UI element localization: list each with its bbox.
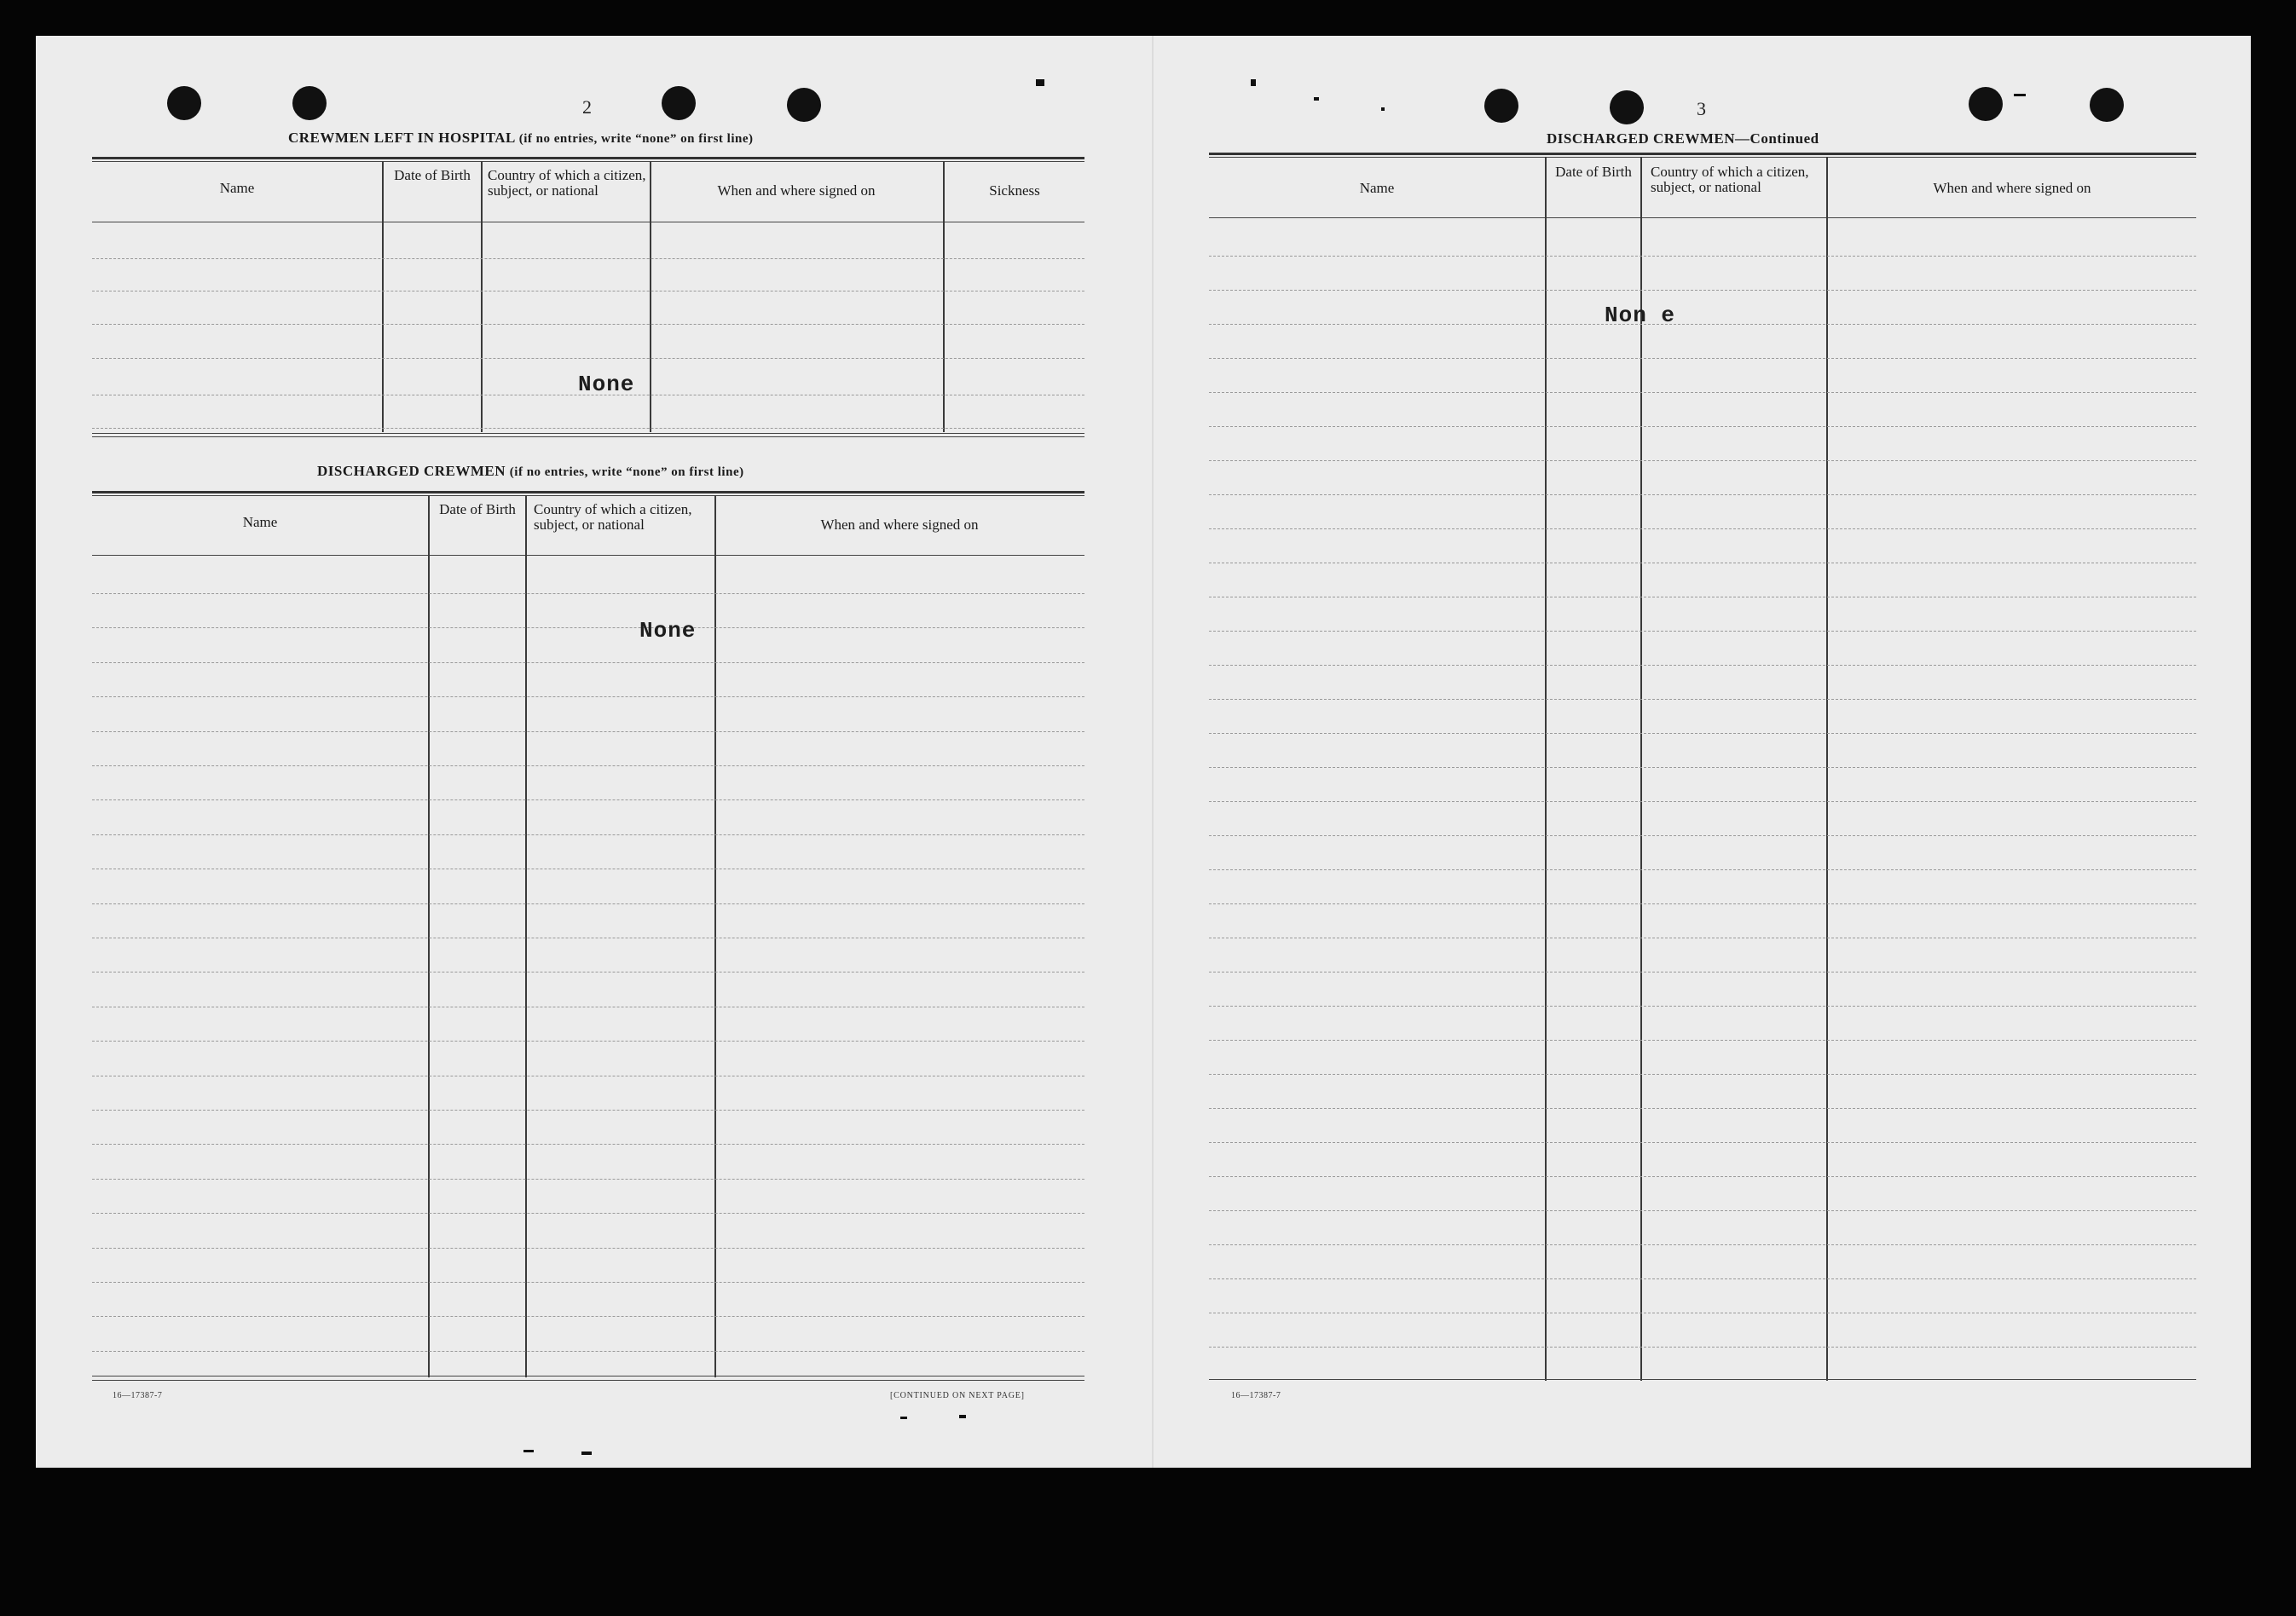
entry-row-line bbox=[92, 799, 1084, 800]
punch-hole bbox=[1484, 89, 1518, 123]
entry-row-line bbox=[1209, 324, 2196, 325]
col-header-country: Country of which a citizen, subject, or national bbox=[488, 167, 646, 199]
scan-speck bbox=[1314, 97, 1319, 101]
column-divider bbox=[382, 161, 384, 432]
table-top-rule bbox=[1209, 153, 2196, 155]
entry-row-line bbox=[1209, 528, 2196, 529]
hospital-title-text: CREWMEN LEFT IN HOSPITAL bbox=[288, 130, 515, 146]
entry-row-line bbox=[92, 765, 1084, 766]
header-rule bbox=[92, 555, 1084, 556]
entry-row-line bbox=[92, 696, 1084, 697]
entry-row-line bbox=[92, 1041, 1084, 1042]
table-top-rule bbox=[92, 161, 1084, 162]
scan-speck bbox=[2014, 94, 2026, 96]
entry-row-line bbox=[92, 1316, 1084, 1317]
form-number: 16—17387-7 bbox=[113, 1391, 163, 1400]
header-rule bbox=[1209, 217, 2196, 218]
entry-row-line bbox=[92, 662, 1084, 663]
col-header-country: Country of which a citizen, subject, or national bbox=[1651, 164, 1809, 195]
col-header-name: Name bbox=[242, 514, 278, 530]
column-divider bbox=[1640, 157, 1642, 1381]
col-header-dob: Date of Birth bbox=[1555, 164, 1632, 180]
entry-row-line bbox=[92, 1179, 1084, 1180]
table-top-rule bbox=[92, 495, 1084, 496]
entry-row-line bbox=[92, 1144, 1084, 1145]
entry-row-line bbox=[92, 731, 1084, 732]
entry-row-line bbox=[1209, 1006, 2196, 1007]
entry-row-line bbox=[92, 834, 1084, 835]
column-divider bbox=[481, 161, 483, 432]
table-top-rule bbox=[92, 157, 1084, 159]
col-header-signed: When and where signed on bbox=[717, 182, 876, 199]
scan-speck bbox=[1381, 107, 1385, 111]
entry-row-line bbox=[92, 1110, 1084, 1111]
col-header-name: Name bbox=[1359, 180, 1395, 196]
entry-row-line bbox=[1209, 460, 2196, 461]
entry-row-line bbox=[92, 358, 1084, 359]
scan-speck bbox=[581, 1452, 592, 1455]
entry-row-line bbox=[1209, 1244, 2196, 1245]
entry-row-line bbox=[92, 627, 1084, 628]
col-header-signed: When and where signed on bbox=[1933, 180, 2091, 196]
discharged-entry-none: None bbox=[639, 618, 697, 644]
continued-note: [CONTINUED ON NEXT PAGE] bbox=[890, 1391, 1025, 1400]
form-number: 16—17387-7 bbox=[1231, 1391, 1281, 1400]
entry-row-line bbox=[1209, 426, 2196, 427]
entry-row-line bbox=[92, 903, 1084, 904]
entry-row-line bbox=[1209, 835, 2196, 836]
punch-hole bbox=[1969, 87, 2003, 121]
entry-row-line bbox=[1209, 631, 2196, 632]
entry-row-line bbox=[1209, 1210, 2196, 1211]
col-header-dob: Date of Birth bbox=[394, 167, 471, 183]
col-header-sickness: Sickness bbox=[989, 182, 1040, 199]
column-divider bbox=[1826, 157, 1828, 1381]
entry-row-line bbox=[92, 1248, 1084, 1249]
discharged-title-text: DISCHARGED CREWMEN bbox=[317, 463, 506, 479]
entry-row-line bbox=[1209, 801, 2196, 802]
table-bottom-rule bbox=[92, 436, 1084, 437]
col-header-dob: Date of Birth bbox=[439, 501, 516, 517]
hospital-title-note: (if no entries, write “none” on first line) bbox=[518, 132, 754, 146]
entry-row-line bbox=[1209, 290, 2196, 291]
table-top-rule bbox=[92, 491, 1084, 493]
entry-row-line bbox=[1209, 665, 2196, 666]
entry-row-line bbox=[1209, 1108, 2196, 1109]
discharged-title-note: (if no entries, write “none” on first line) bbox=[509, 465, 744, 479]
entry-row-line bbox=[1209, 903, 2196, 904]
entry-row-line bbox=[92, 1213, 1084, 1214]
table-bottom-rule bbox=[92, 1380, 1084, 1381]
scan-speck bbox=[1036, 79, 1044, 86]
col-header-name: Name bbox=[219, 180, 255, 196]
entry-row-line bbox=[92, 324, 1084, 325]
entry-row-line bbox=[1209, 358, 2196, 359]
entry-row-line bbox=[1209, 1142, 2196, 1143]
scan-speck bbox=[900, 1417, 907, 1419]
punch-hole bbox=[2090, 88, 2124, 122]
hospital-section-title bbox=[288, 130, 754, 147]
table-bottom-rule bbox=[1209, 1379, 2196, 1380]
punch-hole bbox=[1610, 90, 1644, 124]
discharged-section-title bbox=[317, 463, 744, 480]
entry-row-line bbox=[1209, 733, 2196, 734]
table-top-rule bbox=[1209, 157, 2196, 158]
entry-row-line bbox=[1209, 699, 2196, 700]
scan-speck bbox=[959, 1415, 966, 1418]
entry-row-line bbox=[1209, 767, 2196, 768]
punch-hole bbox=[167, 86, 201, 120]
document-sheet bbox=[36, 36, 2251, 1468]
entry-row-line bbox=[1209, 1176, 2196, 1177]
column-divider bbox=[1545, 157, 1547, 1381]
entry-row-line bbox=[1209, 494, 2196, 495]
entry-row-line bbox=[92, 428, 1084, 429]
entry-row-line bbox=[92, 258, 1084, 259]
column-divider bbox=[650, 161, 651, 432]
col-header-signed: When and where signed on bbox=[820, 517, 979, 533]
entry-row-line bbox=[92, 1351, 1084, 1352]
discharged-continued-title: DISCHARGED CREWMEN—Continued bbox=[1547, 130, 1819, 147]
entry-row-line bbox=[1209, 1347, 2196, 1348]
scan-speck bbox=[1251, 79, 1256, 86]
punch-hole bbox=[292, 86, 327, 120]
punch-hole bbox=[787, 88, 821, 122]
column-divider bbox=[943, 161, 945, 432]
entry-row-line bbox=[1209, 392, 2196, 393]
entry-row-line bbox=[1209, 1074, 2196, 1075]
entry-row-line bbox=[1209, 1278, 2196, 1279]
page-number: 3 bbox=[1697, 98, 1706, 119]
punch-hole bbox=[662, 86, 696, 120]
entry-row-line bbox=[1209, 256, 2196, 257]
table-bottom-rule bbox=[92, 433, 1084, 434]
entry-row-line bbox=[1209, 869, 2196, 870]
discharged-continued-entry: Non e bbox=[1605, 303, 1676, 328]
scan-speck bbox=[523, 1450, 534, 1452]
hospital-entry-none: None bbox=[578, 372, 635, 397]
col-header-country: Country of which a citizen, subject, or national bbox=[534, 501, 692, 533]
entry-row-line bbox=[1209, 1040, 2196, 1041]
page-fold bbox=[1152, 36, 1154, 1468]
entry-row-line bbox=[92, 593, 1084, 594]
page-number: 2 bbox=[582, 96, 592, 118]
entry-row-line bbox=[92, 1282, 1084, 1283]
